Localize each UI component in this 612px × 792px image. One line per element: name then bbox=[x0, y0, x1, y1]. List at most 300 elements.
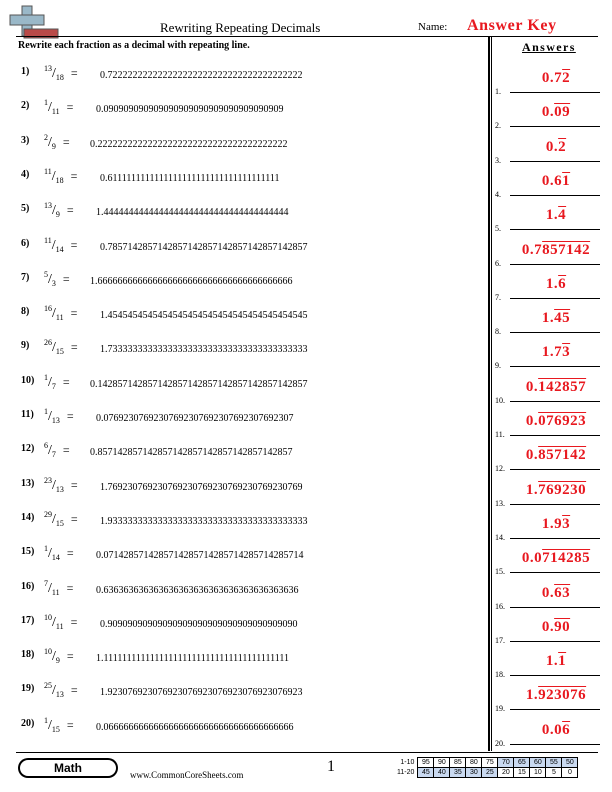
problem-row bbox=[0, 715, 488, 742]
fraction-slash: / bbox=[52, 614, 56, 630]
answer-fixed-digits: 0.7 bbox=[521, 241, 543, 258]
problem-number: 12) bbox=[21, 443, 35, 455]
subject-label: Math bbox=[20, 760, 116, 776]
problem-row bbox=[0, 683, 488, 707]
problem-row bbox=[0, 340, 488, 364]
score-cell: 20 bbox=[498, 768, 514, 778]
fraction bbox=[44, 100, 73, 116]
fraction-denominator: 3 bbox=[51, 278, 56, 288]
answer-line bbox=[510, 401, 600, 402]
answer-line bbox=[510, 126, 600, 127]
fraction-denominator: 9 bbox=[51, 141, 56, 151]
score-cell: 40 bbox=[434, 768, 450, 778]
answer-fixed-digits: 0. bbox=[541, 618, 555, 635]
fraction-denominator: 9 bbox=[55, 656, 60, 666]
answer-row bbox=[492, 516, 604, 546]
answer-repeating-digits: 4 bbox=[558, 207, 567, 224]
answer-number: 8. bbox=[495, 327, 501, 337]
score-cell: 5 bbox=[546, 768, 562, 778]
answer-value bbox=[510, 687, 602, 704]
answer-value bbox=[510, 722, 602, 739]
fraction-slash: / bbox=[52, 340, 56, 356]
answer-number: 1. bbox=[495, 87, 501, 96]
answer-number: 16. bbox=[495, 601, 505, 611]
fraction-slash: / bbox=[48, 546, 52, 562]
answer-number: 9. bbox=[495, 361, 501, 371]
problem-number: 5) bbox=[21, 203, 30, 215]
score-cell: 30 bbox=[466, 768, 482, 778]
fraction-denominator: 7 bbox=[51, 450, 56, 460]
answer-repeating-digits: 6 bbox=[558, 275, 567, 292]
answer-line bbox=[510, 229, 600, 230]
fraction-slash: / bbox=[51, 168, 56, 184]
answer-repeating-digits: 45 bbox=[554, 310, 571, 327]
answer-value bbox=[510, 447, 602, 464]
score-cell: 85 bbox=[450, 758, 466, 768]
decimal-value: 1.4545454545454545454545454545454545454545 bbox=[100, 310, 308, 322]
answer-row bbox=[492, 276, 604, 306]
answer-value bbox=[510, 585, 602, 602]
fraction-numerator: 1 bbox=[44, 715, 48, 725]
answer-number: 15. bbox=[495, 567, 505, 577]
decimal-value: 1.4444444444444444444444444444444444444 bbox=[96, 207, 289, 219]
fraction-slash: / bbox=[48, 374, 52, 390]
answer-row bbox=[492, 447, 604, 477]
equals-sign: = bbox=[67, 614, 78, 629]
answer-line bbox=[510, 572, 600, 573]
decimal-value: 1.923076923076923076923076923076923076923 bbox=[100, 687, 303, 699]
problem-row bbox=[0, 372, 488, 399]
answer-line bbox=[510, 538, 600, 539]
answer-fixed-digits: 1. bbox=[541, 310, 555, 327]
fraction-slash: / bbox=[48, 271, 52, 287]
fraction bbox=[44, 683, 78, 699]
answer-value bbox=[510, 70, 602, 87]
fraction-denominator: 11 bbox=[55, 621, 64, 631]
fraction bbox=[44, 649, 74, 665]
score-row bbox=[395, 758, 578, 768]
equals-sign: = bbox=[59, 374, 70, 389]
answer-repeating-digits: 923076 bbox=[538, 687, 587, 704]
fraction-numerator: 23 bbox=[44, 475, 52, 485]
answer-fixed-digits: 0.0 bbox=[521, 550, 543, 567]
fraction-slash: / bbox=[48, 409, 52, 424]
decimal-value: 0.7857142857142857142857142857142857142857 bbox=[100, 241, 308, 253]
answer-row bbox=[492, 379, 604, 409]
answer-repeating-digits: 857142 bbox=[538, 447, 587, 464]
name-label: Name: bbox=[418, 21, 448, 33]
answer-fixed-digits: 0.0 bbox=[541, 721, 563, 738]
decimal-value: 0.22222222222222222222222222222222222222 bbox=[90, 138, 288, 150]
answer-row bbox=[492, 619, 604, 649]
equals-sign: = bbox=[63, 649, 74, 664]
answer-value bbox=[510, 413, 602, 430]
score-cell: 90 bbox=[434, 758, 450, 768]
fraction-denominator: 15 bbox=[55, 518, 64, 528]
equals-sign: = bbox=[67, 340, 78, 355]
decimal-value: 1.1111111111111111111111111111111111111111 bbox=[96, 653, 290, 665]
problem-row bbox=[0, 578, 488, 605]
fraction-denominator: 7 bbox=[51, 381, 56, 391]
fraction-numerator: 1 bbox=[44, 372, 48, 382]
answer-value bbox=[510, 310, 602, 327]
score-range-label: 11-20 bbox=[397, 769, 415, 776]
answer-line bbox=[510, 298, 600, 299]
fraction bbox=[44, 372, 70, 391]
problem-number: 7) bbox=[21, 271, 30, 283]
problem-row bbox=[0, 475, 488, 502]
answer-line bbox=[510, 366, 600, 367]
answer-number: 6. bbox=[495, 258, 501, 268]
fraction-numerator: 6 bbox=[44, 441, 48, 451]
fraction bbox=[44, 715, 74, 734]
answer-value bbox=[510, 482, 602, 499]
score-cell: 60 bbox=[530, 758, 546, 768]
problem-number: 14) bbox=[21, 511, 35, 523]
score-row bbox=[395, 768, 578, 778]
fraction-numerator: 1 bbox=[44, 544, 48, 554]
answer-value bbox=[510, 653, 602, 670]
answer-value bbox=[510, 207, 602, 224]
equals-sign: = bbox=[67, 306, 78, 321]
problem-row bbox=[0, 203, 488, 227]
fraction bbox=[44, 166, 78, 185]
answer-row bbox=[492, 413, 604, 443]
answer-value bbox=[510, 173, 602, 190]
answer-fixed-digits: 1.9 bbox=[541, 515, 563, 532]
fraction bbox=[44, 269, 70, 288]
problem-number: 9) bbox=[21, 340, 30, 352]
answer-fixed-digits: 1. bbox=[545, 275, 559, 292]
fraction-slash: / bbox=[52, 477, 56, 493]
answer-key-label: Answer Key bbox=[467, 17, 557, 34]
problem-row bbox=[0, 546, 488, 570]
score-cell: 25 bbox=[482, 768, 498, 778]
fraction-numerator: 11 bbox=[44, 235, 52, 245]
answer-repeating-digits: 3 bbox=[562, 344, 571, 361]
fraction-numerator: 29 bbox=[44, 509, 52, 519]
score-cell: 55 bbox=[546, 758, 562, 768]
fraction-slash: / bbox=[52, 649, 56, 665]
answer-row bbox=[492, 310, 604, 340]
problem-number: 13) bbox=[21, 477, 35, 489]
problem-number: 4) bbox=[21, 168, 30, 180]
problem-row bbox=[0, 443, 488, 467]
answer-row bbox=[492, 207, 604, 237]
fraction-slash: / bbox=[52, 511, 56, 527]
problem-number: 8) bbox=[21, 306, 30, 318]
answer-number: 4. bbox=[495, 189, 501, 199]
answer-value bbox=[510, 242, 602, 259]
problem-number: 6) bbox=[21, 237, 30, 249]
answer-number: 14. bbox=[495, 532, 505, 542]
answer-repeating-digits: 714285 bbox=[542, 550, 591, 567]
answer-number: 2. bbox=[495, 121, 501, 131]
answer-line bbox=[510, 709, 600, 710]
answer-fixed-digits: 0. bbox=[525, 413, 539, 429]
decimal-value: 0.6111111111111111111111111111111111111 bbox=[100, 172, 280, 184]
decimal-value: 0.857142857142857142857142857142857142857 bbox=[90, 447, 293, 459]
fraction-numerator: 2 bbox=[44, 132, 48, 142]
problem-row bbox=[0, 649, 488, 673]
equals-sign: = bbox=[59, 271, 70, 286]
answer-number: 19. bbox=[495, 704, 505, 714]
fraction bbox=[44, 340, 78, 356]
score-cell: 75 bbox=[482, 758, 498, 768]
answer-repeating-digits: 076923 bbox=[538, 413, 587, 429]
fraction-denominator: 11 bbox=[51, 587, 60, 597]
fraction-slash: / bbox=[48, 580, 52, 596]
problem-row bbox=[0, 509, 488, 536]
answer-number: 18. bbox=[495, 670, 505, 680]
answer-number: 17. bbox=[495, 635, 505, 645]
problem-number: 2) bbox=[21, 100, 30, 112]
equals-sign: = bbox=[63, 203, 74, 218]
answer-number: 20. bbox=[495, 738, 505, 748]
fraction bbox=[44, 203, 74, 219]
score-cell: 50 bbox=[562, 758, 578, 768]
fraction-numerator: 10 bbox=[44, 647, 52, 657]
problem-row bbox=[0, 409, 488, 433]
answer-line bbox=[510, 161, 600, 162]
answer-row bbox=[492, 344, 604, 374]
fraction-denominator: 11 bbox=[55, 313, 64, 323]
equals-sign: = bbox=[67, 66, 78, 80]
answer-number: 11. bbox=[495, 430, 505, 439]
answer-line bbox=[510, 469, 600, 470]
fraction bbox=[44, 612, 78, 631]
equals-sign: = bbox=[59, 443, 70, 458]
decimal-value: 0.142857142857142857142857142857142857142857 bbox=[90, 378, 308, 390]
answer-fixed-digits: 0.7 bbox=[541, 70, 563, 86]
problem-number: 17) bbox=[21, 614, 35, 626]
column-divider bbox=[488, 37, 490, 751]
problem-row bbox=[0, 100, 488, 124]
equals-sign: = bbox=[63, 546, 74, 561]
problem-row bbox=[0, 235, 488, 262]
score-cell: 45 bbox=[418, 768, 434, 778]
answer-value bbox=[510, 104, 602, 121]
equals-sign: = bbox=[63, 409, 74, 423]
fraction-numerator: 16 bbox=[44, 304, 52, 314]
answer-line bbox=[510, 435, 600, 436]
fraction bbox=[44, 578, 74, 597]
answer-line bbox=[510, 264, 600, 265]
answer-fixed-digits: 0.6 bbox=[541, 172, 563, 189]
answer-repeating-digits: 3 bbox=[562, 515, 571, 532]
score-cell: 10 bbox=[530, 768, 546, 778]
fraction bbox=[44, 306, 77, 322]
problem-row bbox=[0, 612, 488, 639]
footer-divider bbox=[16, 752, 598, 753]
answer-fixed-digits: 0. bbox=[541, 104, 555, 121]
answer-repeating-digits: 90 bbox=[554, 618, 571, 635]
answer-row bbox=[492, 550, 604, 580]
fraction-numerator: 13 bbox=[44, 64, 52, 73]
answer-number: 10. bbox=[495, 395, 505, 405]
fraction-denominator: 13 bbox=[55, 484, 64, 494]
answer-fixed-digits: 1.7 bbox=[541, 344, 563, 361]
answer-row bbox=[492, 139, 604, 169]
fraction-denominator: 14 bbox=[55, 244, 64, 254]
answer-repeating-digits: 1 bbox=[562, 172, 571, 189]
equals-sign: = bbox=[63, 717, 74, 732]
decimal-value: 0.07692307692307692307692307692307692307 bbox=[96, 413, 294, 424]
answer-value bbox=[510, 516, 602, 533]
answer-repeating-digits: 857142 bbox=[542, 241, 591, 258]
instructions: Rewrite each fraction as a decimal with repeating line. bbox=[18, 40, 250, 51]
fraction bbox=[44, 66, 78, 82]
problem-number: 19) bbox=[21, 683, 35, 695]
decimal-value: 0.090909090909090909090909090909090909 bbox=[96, 104, 284, 116]
fraction bbox=[44, 235, 78, 254]
fraction-numerator: 25 bbox=[44, 681, 52, 691]
fraction-numerator: 1 bbox=[44, 98, 48, 108]
answer-fixed-digits: 0. bbox=[525, 447, 539, 464]
fraction-numerator: 1 bbox=[44, 407, 48, 416]
answer-repeating-digits: 142857 bbox=[538, 378, 587, 395]
worksheet-title: Rewriting Repeating Decimals bbox=[160, 20, 321, 35]
answer-row bbox=[492, 722, 604, 752]
problem-number: 20) bbox=[21, 717, 35, 729]
decimal-value: 0.0714285714285714285714285714285714285714 bbox=[96, 550, 304, 562]
answer-fixed-digits: 1. bbox=[525, 481, 539, 498]
answer-line bbox=[510, 675, 600, 676]
answer-fixed-digits: 0. bbox=[541, 584, 555, 601]
decimal-value: 0.722222222222222222222222222222222222222 bbox=[100, 70, 303, 81]
answer-line bbox=[510, 92, 600, 93]
decimal-value: 0.636363636363636363636363636363636363636 bbox=[96, 584, 299, 596]
fraction-numerator: 5 bbox=[44, 269, 48, 279]
decimal-value: 0.06666666666666666666666666666666666666 bbox=[96, 721, 294, 733]
answer-fixed-digits: 1. bbox=[525, 687, 539, 704]
answer-row bbox=[492, 687, 604, 717]
answer-number: 5. bbox=[495, 224, 501, 234]
equals-sign: = bbox=[63, 580, 74, 595]
answer-repeating-digits: 2 bbox=[562, 70, 571, 86]
page-number: 1 bbox=[327, 758, 335, 775]
equals-sign: = bbox=[67, 683, 78, 698]
score-cell: 35 bbox=[450, 768, 466, 778]
fraction-numerator: 11 bbox=[44, 166, 52, 176]
score-range-label: 1-10 bbox=[400, 759, 415, 766]
answer-line bbox=[510, 195, 600, 196]
fraction-slash: / bbox=[52, 306, 56, 322]
answer-number: 12. bbox=[495, 464, 505, 474]
fraction-slash: / bbox=[51, 237, 56, 253]
problem-number: 16) bbox=[21, 580, 35, 592]
fraction bbox=[44, 132, 70, 151]
score-cell: 15 bbox=[514, 768, 530, 778]
answer-row bbox=[492, 482, 604, 512]
answer-list bbox=[492, 0, 612, 760]
answer-number: 3. bbox=[495, 155, 501, 165]
answer-repeating-digits: 1 bbox=[558, 653, 567, 670]
fraction-denominator: 18 bbox=[55, 175, 64, 185]
fraction-denominator: 13 bbox=[51, 416, 60, 425]
answer-repeating-digits: 2 bbox=[558, 138, 567, 155]
answer-row bbox=[492, 173, 604, 203]
answer-line bbox=[510, 504, 600, 505]
answer-row bbox=[492, 104, 604, 134]
fraction-denominator: 15 bbox=[51, 724, 60, 734]
fraction-slash: / bbox=[52, 203, 56, 219]
decimal-value: 1.666666666666666666666666666666666666666 bbox=[90, 275, 293, 287]
fraction-numerator: 7 bbox=[44, 578, 48, 588]
problem-number: 3) bbox=[21, 134, 30, 146]
answer-value bbox=[510, 379, 602, 396]
fraction-slash: / bbox=[48, 100, 52, 116]
fraction-slash: / bbox=[48, 134, 52, 150]
fraction-denominator: 11 bbox=[51, 107, 60, 117]
problem-number: 18) bbox=[21, 649, 35, 661]
decimal-value: 0.90909090909090909090909090909090909090 bbox=[100, 618, 298, 630]
decimal-value: 1.769230769230769230769230769230769230769 bbox=[100, 481, 303, 493]
answer-line bbox=[510, 607, 600, 608]
fraction bbox=[44, 475, 78, 494]
problem-number: 15) bbox=[21, 546, 35, 558]
score-cell: 70 bbox=[498, 758, 514, 768]
fraction bbox=[44, 546, 74, 562]
answer-fixed-digits: 0. bbox=[545, 138, 559, 155]
decimal-value: 1.7333333333333333333333333333333333333333 bbox=[100, 344, 308, 356]
equals-sign: = bbox=[67, 237, 78, 252]
equals-sign: = bbox=[67, 168, 78, 183]
answer-number: 13. bbox=[495, 498, 505, 508]
equals-sign: = bbox=[67, 511, 78, 526]
answer-line bbox=[510, 641, 600, 642]
problem-row bbox=[0, 166, 488, 193]
problem-row bbox=[0, 66, 488, 90]
fraction-numerator: 10 bbox=[44, 612, 52, 622]
fraction-slash: / bbox=[52, 683, 56, 699]
answer-value bbox=[510, 139, 602, 156]
answer-row bbox=[492, 653, 604, 683]
fraction bbox=[44, 409, 74, 425]
answer-repeating-digits: 769230 bbox=[538, 481, 587, 498]
answer-row bbox=[492, 70, 604, 100]
site-url: www.CommonCoreSheets.com bbox=[130, 770, 244, 780]
fraction-slash: / bbox=[52, 66, 56, 81]
fraction-denominator: 14 bbox=[51, 553, 60, 563]
answer-value bbox=[510, 550, 602, 567]
fraction-slash: / bbox=[48, 443, 52, 459]
answer-fixed-digits: 1. bbox=[545, 207, 559, 224]
problem-row bbox=[0, 269, 488, 296]
answer-repeating-digits: 63 bbox=[554, 584, 571, 601]
answer-repeating-digits: 09 bbox=[554, 104, 571, 121]
fraction bbox=[44, 509, 78, 528]
score-cell: 95 bbox=[418, 758, 434, 768]
decimal-value: 1.9333333333333333333333333333333333333333 bbox=[100, 515, 308, 527]
score-cell: 0 bbox=[562, 768, 578, 778]
equals-sign: = bbox=[67, 477, 78, 492]
problem-number: 11) bbox=[21, 409, 34, 420]
answer-fixed-digits: 0. bbox=[525, 378, 539, 395]
score-cell: 65 bbox=[514, 758, 530, 768]
equals-sign: = bbox=[63, 100, 74, 115]
fraction-denominator: 13 bbox=[55, 690, 64, 700]
fraction-slash: / bbox=[48, 717, 52, 733]
fraction-denominator: 15 bbox=[55, 347, 64, 357]
problem-row bbox=[0, 306, 488, 330]
answer-value bbox=[510, 344, 602, 361]
problem-row bbox=[0, 132, 488, 159]
fraction-numerator: 26 bbox=[44, 338, 52, 348]
problem-number: 10) bbox=[21, 374, 35, 386]
answer-row bbox=[492, 242, 604, 272]
score-cell: 80 bbox=[466, 758, 482, 768]
